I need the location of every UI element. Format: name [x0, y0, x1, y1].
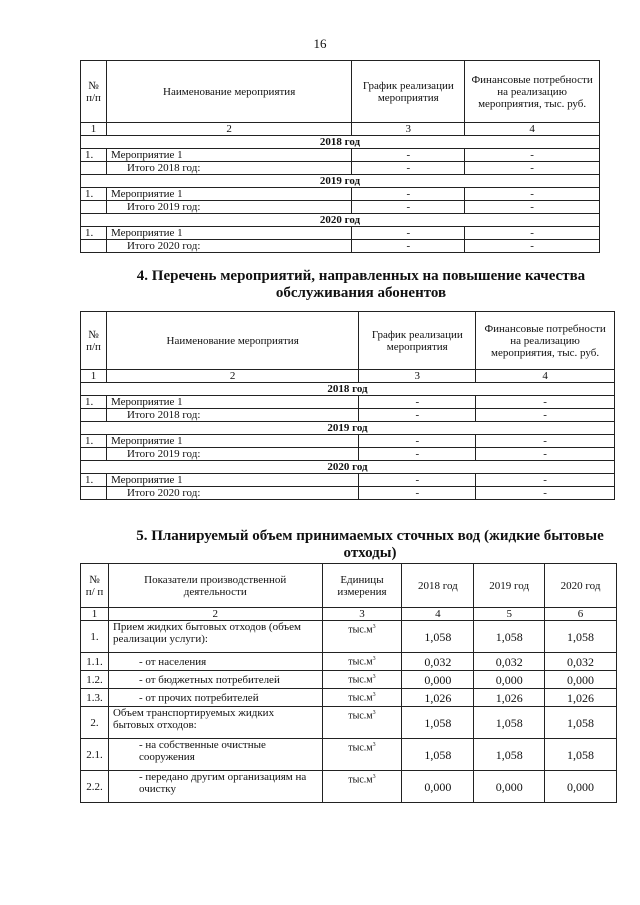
- year-label: 2020 год: [81, 461, 615, 474]
- index-cell: 1: [81, 123, 107, 136]
- total-schedule: -: [352, 201, 465, 214]
- row-schedule: -: [352, 149, 465, 162]
- index-cell: 5: [474, 608, 545, 621]
- row-total: Итого 2019 год:: [106, 448, 358, 461]
- value-2019: 1,058: [474, 621, 545, 653]
- table-header-row: [81, 61, 600, 123]
- index-cell: 4: [476, 370, 615, 383]
- value-2018: 0,000: [402, 771, 474, 803]
- value-2020: 1,058: [545, 739, 617, 771]
- row-schedule: -: [352, 227, 465, 240]
- unit-sup: 3: [372, 774, 376, 780]
- row-num: 1.: [81, 188, 107, 201]
- year-row: [81, 136, 600, 149]
- year-row: [81, 175, 600, 188]
- col-2019-header: 2019 год: [474, 564, 545, 608]
- col-schedule-header: График реализации мероприятия: [359, 312, 476, 370]
- row-num: 1.1.: [81, 653, 109, 671]
- unit-sup: 3: [372, 692, 376, 698]
- empty-cell: [81, 487, 107, 500]
- year-label: 2019 год: [81, 422, 615, 435]
- total-finance: -: [465, 162, 600, 175]
- row-name: - от прочих потребителей: [108, 689, 322, 707]
- table-header-row: [81, 564, 617, 608]
- value-2018: 0,032: [402, 653, 474, 671]
- col-schedule-header: График реализации мероприятия: [352, 61, 465, 123]
- total-row: [81, 162, 600, 175]
- total-finance: -: [465, 240, 600, 253]
- value-2019: 1,058: [474, 739, 545, 771]
- value-2020: 0,000: [545, 671, 617, 689]
- table-row: [81, 435, 615, 448]
- col-num-header: № п/п: [81, 61, 107, 123]
- empty-cell: [81, 448, 107, 461]
- total-row: [81, 201, 600, 214]
- table-row: [81, 188, 600, 201]
- row-unit: [322, 689, 402, 707]
- year-row: [81, 422, 615, 435]
- table-row: [81, 707, 617, 739]
- index-cell: 3: [322, 608, 402, 621]
- index-cell: 6: [545, 608, 617, 621]
- index-cell: 1: [81, 608, 109, 621]
- activities-table-4: [80, 311, 615, 500]
- col-finance-header: Финансовые потребности на реализацию мероприятия, тыс. руб.: [465, 61, 600, 123]
- year-label: 2020 год: [81, 214, 600, 227]
- row-finance: -: [476, 396, 615, 409]
- table-header-row: [81, 312, 615, 370]
- unit-label: тыс.м: [348, 692, 373, 704]
- value-2019: 0,000: [474, 771, 545, 803]
- row-schedule: -: [359, 435, 476, 448]
- row-total: Итого 2018 год:: [106, 162, 351, 175]
- value-2018: 1,058: [402, 739, 474, 771]
- table-row: [81, 149, 600, 162]
- value-2020: 0,032: [545, 653, 617, 671]
- index-cell: 4: [465, 123, 600, 136]
- index-cell: 4: [402, 608, 474, 621]
- empty-cell: [81, 409, 107, 422]
- row-item: Мероприятие 1: [106, 474, 358, 487]
- value-2019: 0,032: [474, 653, 545, 671]
- row-num: 2.: [81, 707, 109, 739]
- row-unit: [322, 707, 402, 739]
- table-row: [81, 227, 600, 240]
- row-num: 1.: [81, 435, 107, 448]
- value-2018: 1,026: [402, 689, 474, 707]
- index-cell: 3: [359, 370, 476, 383]
- total-row: [81, 448, 615, 461]
- row-unit: [322, 621, 402, 653]
- row-finance: -: [465, 188, 600, 201]
- total-finance: -: [476, 487, 615, 500]
- col-unit-header: Единицы измерения: [322, 564, 402, 608]
- value-2020: 1,058: [545, 621, 617, 653]
- empty-cell: [81, 201, 107, 214]
- unit-label: тыс.м: [348, 624, 373, 636]
- unit-label: тыс.м: [348, 656, 373, 668]
- row-item: Мероприятие 1: [106, 227, 351, 240]
- row-total: Итого 2020 год:: [106, 487, 358, 500]
- activities-table-1: [80, 60, 600, 253]
- index-row: [81, 370, 615, 383]
- row-schedule: -: [359, 474, 476, 487]
- value-2019: 0,000: [474, 671, 545, 689]
- row-unit: [322, 653, 402, 671]
- row-num: 1.: [81, 149, 107, 162]
- col-name-header: Наименование мероприятия: [106, 61, 351, 123]
- index-cell: 3: [352, 123, 465, 136]
- total-schedule: -: [352, 162, 465, 175]
- row-item: Мероприятие 1: [106, 149, 351, 162]
- year-label: 2018 год: [81, 136, 600, 149]
- index-row: [81, 608, 617, 621]
- unit-label: тыс.м: [348, 710, 373, 722]
- value-2019: 1,026: [474, 689, 545, 707]
- row-name: - на собственные очистные сооружения: [108, 739, 322, 771]
- row-finance: -: [476, 474, 615, 487]
- row-schedule: -: [359, 396, 476, 409]
- unit-sup: 3: [372, 674, 376, 680]
- row-total: Итого 2019 год:: [106, 201, 351, 214]
- row-item: Мероприятие 1: [106, 435, 358, 448]
- index-cell: 2: [106, 370, 358, 383]
- total-finance: -: [465, 201, 600, 214]
- table-row: [81, 396, 615, 409]
- row-num: 1.3.: [81, 689, 109, 707]
- row-name: Прием жидких бытовых отходов (объем реализации услуги):: [108, 621, 322, 653]
- index-cell: 2: [106, 123, 351, 136]
- unit-sup: 3: [372, 656, 376, 662]
- table-row: [81, 739, 617, 771]
- index-row: [81, 123, 600, 136]
- empty-cell: [81, 240, 107, 253]
- unit-sup: 3: [372, 742, 376, 748]
- empty-cell: [81, 162, 107, 175]
- year-row: [81, 383, 615, 396]
- total-finance: -: [476, 409, 615, 422]
- value-2020: 1,026: [545, 689, 617, 707]
- row-item: Мероприятие 1: [106, 188, 351, 201]
- table-row: [81, 771, 617, 803]
- value-2019: 1,058: [474, 707, 545, 739]
- unit-sup: 3: [372, 710, 376, 716]
- row-num: 1.: [81, 621, 109, 653]
- wastewater-volume-table: [80, 563, 617, 803]
- value-2018: 1,058: [402, 707, 474, 739]
- col-2020-header: 2020 год: [545, 564, 617, 608]
- total-schedule: -: [359, 448, 476, 461]
- row-unit: [322, 671, 402, 689]
- row-num: 2.2.: [81, 771, 109, 803]
- table-row: [81, 671, 617, 689]
- unit-sup: 3: [372, 624, 376, 630]
- year-label: 2018 год: [81, 383, 615, 396]
- index-cell: 2: [108, 608, 322, 621]
- row-unit: [322, 771, 402, 803]
- unit-label: тыс.м: [348, 774, 373, 786]
- index-cell: 1: [81, 370, 107, 383]
- row-name: - от бюджетных потребителей: [108, 671, 322, 689]
- year-row: [81, 461, 615, 474]
- value-2020: 1,058: [545, 707, 617, 739]
- table-row: [81, 653, 617, 671]
- col-num-header: № п/п: [81, 312, 107, 370]
- row-item: Мероприятие 1: [106, 396, 358, 409]
- section-4-title: 4. Перечень мероприятий, направленных на повышение качества обслуживания абонентов: [136, 268, 586, 301]
- total-row: [81, 487, 615, 500]
- total-schedule: -: [359, 487, 476, 500]
- col-indicator-header: Показатели производственной деятельности: [108, 564, 322, 608]
- row-finance: -: [465, 227, 600, 240]
- table-row: [81, 621, 617, 653]
- row-name: - от населения: [108, 653, 322, 671]
- page-number: 16: [313, 36, 327, 51]
- row-finance: -: [476, 435, 615, 448]
- row-name: - передано другим организациям на очистку: [108, 771, 322, 803]
- value-2020: 0,000: [545, 771, 617, 803]
- row-num: 2.1.: [81, 739, 109, 771]
- col-name-header: Наименование мероприятия: [106, 312, 358, 370]
- value-2018: 1,058: [402, 621, 474, 653]
- total-finance: -: [476, 448, 615, 461]
- row-num: 1.2.: [81, 671, 109, 689]
- row-num: 1.: [81, 474, 107, 487]
- year-label: 2019 год: [81, 175, 600, 188]
- row-finance: -: [465, 149, 600, 162]
- total-row: [81, 409, 615, 422]
- table-row: [81, 689, 617, 707]
- total-schedule: -: [359, 409, 476, 422]
- total-schedule: -: [352, 240, 465, 253]
- value-2018: 0,000: [402, 671, 474, 689]
- unit-label: тыс.м: [348, 742, 373, 754]
- col-finance-header: Финансовые потребности на реализацию мероприятия, тыс. руб.: [476, 312, 615, 370]
- row-schedule: -: [352, 188, 465, 201]
- row-num: 1.: [81, 396, 107, 409]
- row-num: 1.: [81, 227, 107, 240]
- unit-label: тыс.м: [348, 674, 373, 686]
- row-name: Объем транспортируемых жидких бытовых отходов:: [108, 707, 322, 739]
- row-total: Итого 2018 год:: [106, 409, 358, 422]
- section-5-title: 5. Планируемый объем принимаемых сточных вод (жидкие бытовые отходы): [136, 528, 604, 561]
- col-2018-header: 2018 год: [402, 564, 474, 608]
- row-total: Итого 2020 год:: [106, 240, 351, 253]
- total-row: [81, 240, 600, 253]
- table-row: [81, 474, 615, 487]
- year-row: [81, 214, 600, 227]
- row-unit: [322, 739, 402, 771]
- col-num-header: № п/ п: [81, 564, 109, 608]
